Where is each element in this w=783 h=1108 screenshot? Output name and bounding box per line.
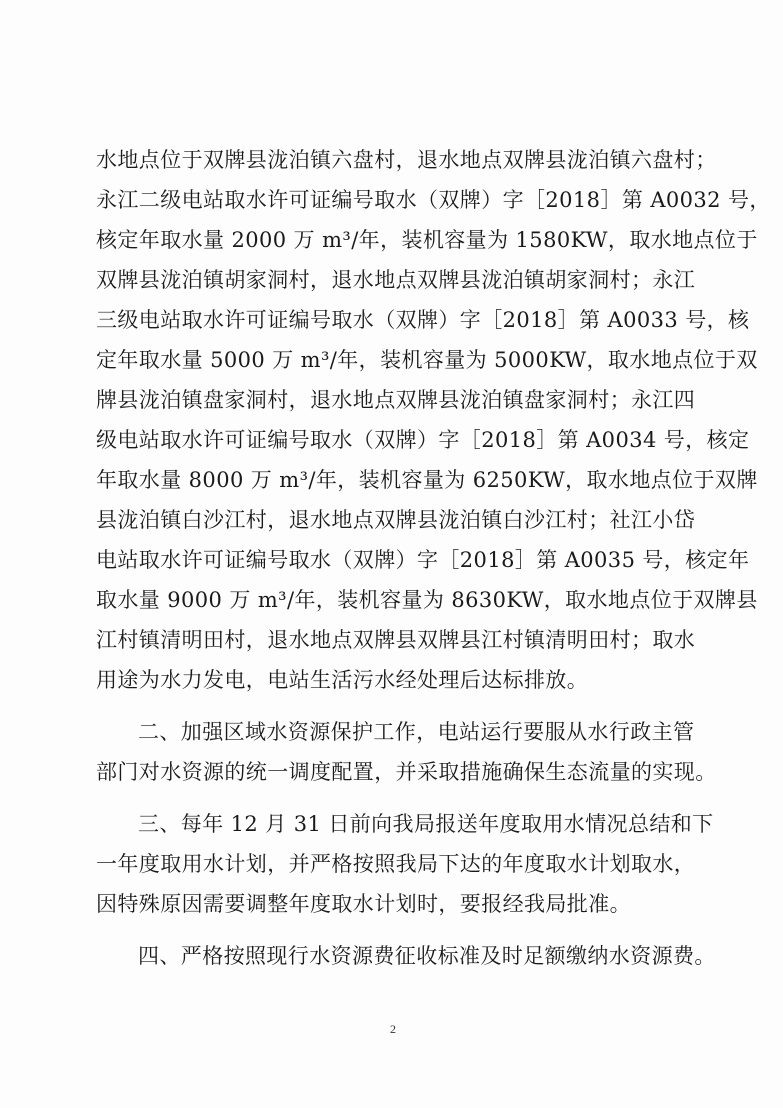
- text-line: 永江二级电站取水许可证编号取水（双牌）字［2018］第 A0032 号，: [96, 188, 771, 212]
- text-line: 牌县泷泊镇盘家洞村，退水地点双牌县泷泊镇盘家洞村；永江四: [96, 388, 696, 412]
- text-line: 水地点位于双牌县泷泊镇六盘村，退水地点双牌县泷泊镇六盘村；: [96, 148, 717, 172]
- text-line: 因特殊原因需要调整年度取水计划时，要报经我局批准。: [96, 892, 631, 916]
- paragraph-annual-report: [96, 804, 714, 924]
- text-line: 年取水量 8000 万 m³/年，装机容量为 6250KW，取水地点位于双牌: [96, 468, 758, 492]
- text-line: 核定年取水量 2000 万 m³/年，装机容量为 1580KW，取水地点位于: [96, 228, 758, 252]
- page-number: 2: [390, 1022, 396, 1036]
- text-line: 三、每年 12 月 31 日前向我局报送年度取用水情况总结和下: [138, 812, 714, 836]
- text-line: 定年取水量 5000 万 m³/年，装机容量为 5000KW，取水地点位于双: [96, 348, 758, 372]
- text-line: 取水量 9000 万 m³/年，装机容量为 8630KW，取水地点位于双牌县: [96, 588, 758, 612]
- paragraph-resource-protection: [96, 712, 717, 792]
- text-line: 三级电站取水许可证编号取水（双牌）字［2018］第 A0033 号，核: [96, 308, 750, 332]
- document-body: [96, 140, 771, 976]
- text-line: 双牌县泷泊镇胡家洞村，退水地点双牌县泷泊镇胡家洞村；永江: [96, 268, 696, 292]
- text-line: 电站取水许可证编号取水（双牌）字［2018］第 A0035 号，核定年: [96, 548, 750, 572]
- paragraph-resource-fee: [96, 936, 716, 976]
- paragraph-water-permits: [96, 140, 771, 700]
- text-line: 部门对水资源的统一调度配置，并采取措施确保生态流量的实现。: [96, 760, 717, 784]
- text-line: 二、加强区域水资源保护工作，电站运行要服从水行政主管: [138, 720, 695, 744]
- text-line: 级电站取水许可证编号取水（双牌）字［2018］第 A0034 号，核定: [96, 428, 750, 452]
- text-line: 江村镇清明田村，退水地点双牌县双牌县江村镇清明田村；取水: [96, 628, 696, 652]
- text-line: 用途为水力发电，电站生活污水经处理后达标排放。: [96, 668, 589, 692]
- text-line: 县泷泊镇白沙江村，退水地点双牌县泷泊镇白沙江村；社江小岱: [96, 508, 696, 532]
- text-line: 四、严格按照现行水资源费征收标准及时足额缴纳水资源费。: [138, 944, 716, 968]
- text-line: 一年度取用水计划，并严格按照我局下达的年度取水计划取水，: [96, 852, 696, 876]
